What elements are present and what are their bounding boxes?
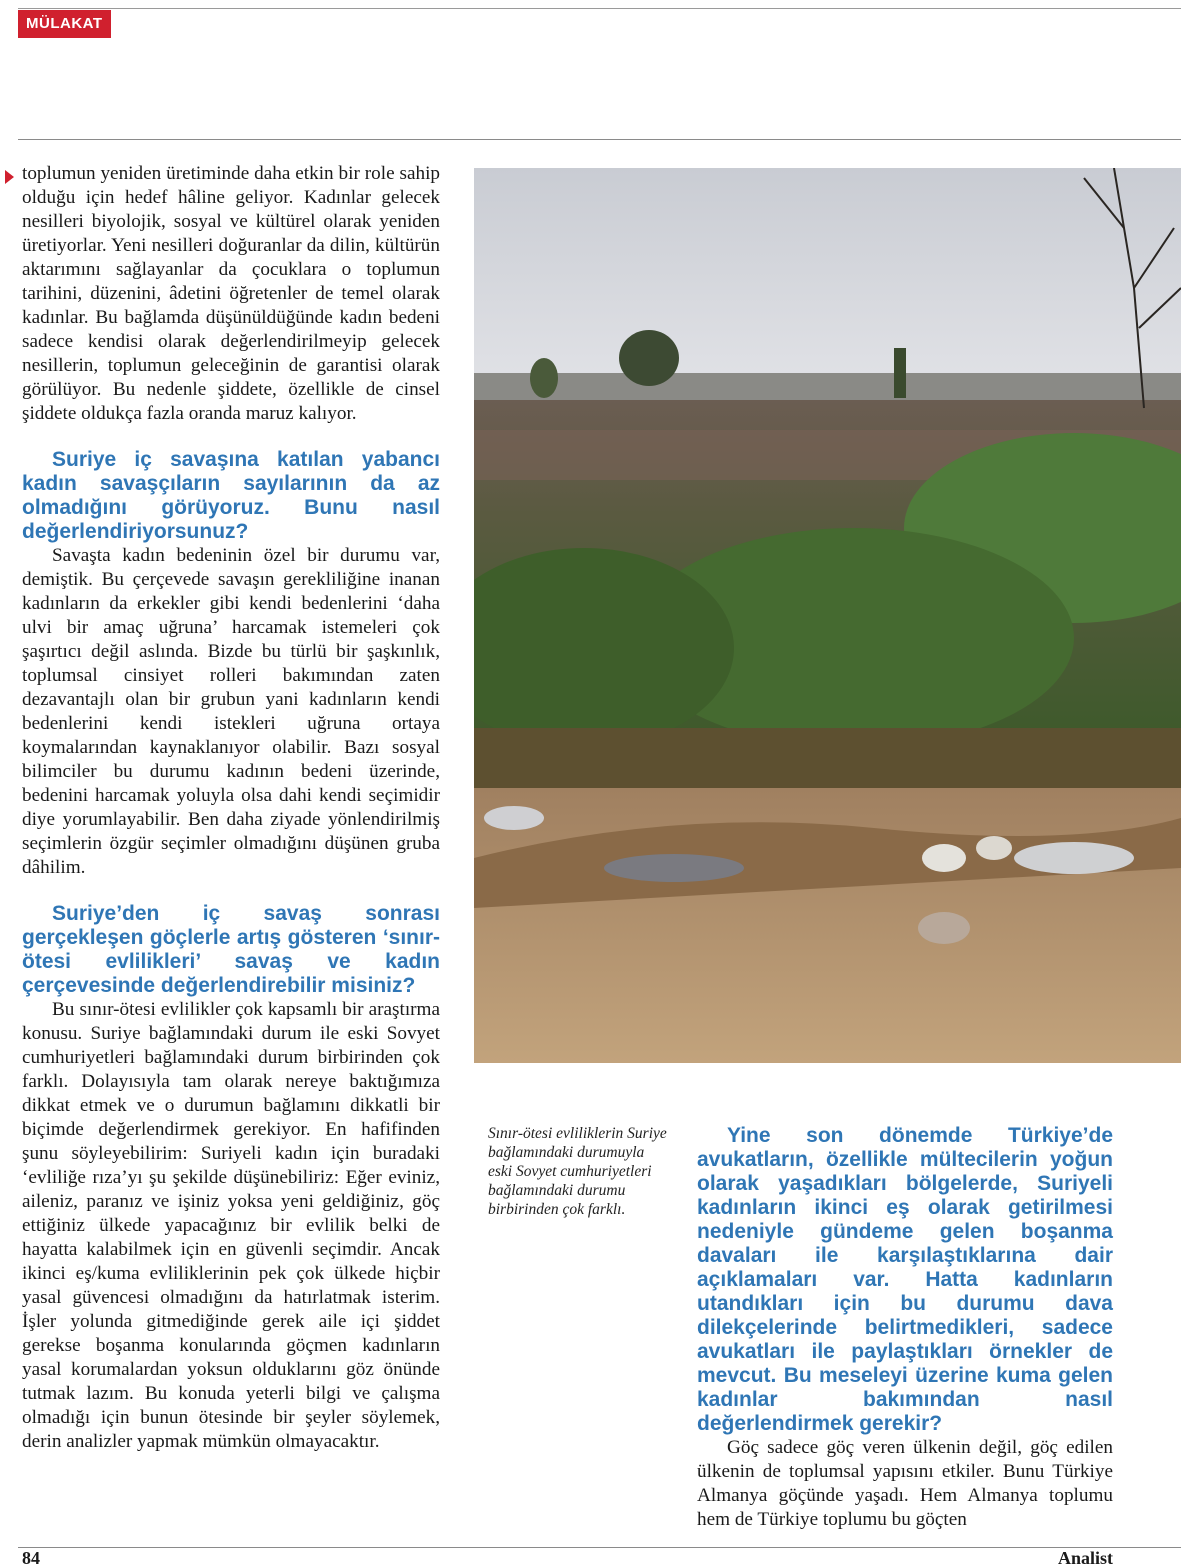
interview-question-1: Suriye iç savaşına katılan yabancı kadın savaşçıların sayılarının da az olmadığını görüyoruz. Bunu nasıl değerlendiriyorsunuz? bbox=[22, 448, 440, 543]
landscape-photo bbox=[474, 168, 1181, 1063]
photo-caption: Sınır-ötesi evliliklerin Suriye bağlamındaki durumuyla eski Sovyet cumhuriyetleri bağlamındaki durumu birbirinden çok farklı. bbox=[488, 1125, 667, 1218]
interview-question-2: Suriye’den iç savaş sonrası gerçekleşen göçlerle artış gösteren ‘sınır-ötesi evlilikleri’ savaş ve kadın çerçevesinde değerlendirebilir misiniz? bbox=[22, 902, 440, 997]
right-column bbox=[697, 1124, 1113, 1532]
continuation-arrow-icon bbox=[5, 170, 14, 184]
section-tag: MÜLAKAT bbox=[18, 10, 111, 38]
interview-question-3: Yine son dönemde Türkiye’de avukatların, özellikle mültecilerin yoğun olarak yaşadıkları bölgelerde, Suriyeli kadınların ikinci eş olarak getirilmesi nedeniyle gündeme gelen boşanma davaları ile karşılaştıklarına dair açıklamaları var. Hatta kadınların utandıkları için bu durumu dava dilekçelerinde belirtmedikleri, sadece avukatları ile paylaştıkları örnekler de mevcut. Bu meseleyi üzerine kuma gelen kadınlar bakımından nasıl değerlendirmek gerekir? bbox=[697, 1124, 1113, 1435]
interview-answer-3: Göç sadece göç veren ülkenin değil, göç edilen ülkenin de toplumsal yapısını etkiler. Bunu Türkiye Almanya göçünde yaşadı. Hem Almanya toplumu hem de Türkiye toplumu bu göçten bbox=[697, 1437, 1113, 1530]
header-divider bbox=[18, 139, 1181, 140]
footer-divider bbox=[18, 1547, 1181, 1548]
magazine-name: Analist bbox=[1057, 1548, 1113, 1568]
interview-answer-1: Savaşta kadın bedeninin özel bir durumu var, demiştik. Bu çerçevede savaşın gerekliliğine inanan kadınların da erkekler gibi kendi bedenlerini ‘daha ulvi bir amaç uğruna’ harcamak istemeleri çok şaşırtıcı değil aslında. Bizde bu türlü bir şaşkınlık, toplumsal cinsiyet rolleri bakımından zaten dezavantajlı olan bir grubun yani kadınların kendi bedenlerini kendi istekleri uğruna ortaya koymalarından kaynaklanıyor olabilir. Bazı sosyal bilimciler bu durumu kadının bedeni üzerinde, bedenini harcamak yoluyla olsa dahi kendi seçimidir diye yorumlayabilir. Ben daha ziyade yönlendirilmiş seçimlerin özgür seçimler olmadığını düşünen gruba dâhilim. bbox=[22, 545, 440, 878]
left-column bbox=[22, 162, 440, 1454]
top-rule bbox=[18, 8, 1181, 9]
interview-answer-2: Bu sınır-ötesi evlilikler çok kapsamlı bir araştırma konusu. Suriye bağlamındaki durum ile eski Sovyet cumhuriyetleri bağlamındaki durum birbirinden çok farklı. Dolayısıyla tam olarak nereye baktığımıza dikkat etmek ve o durumun bağlamını dikkatli bir biçimde değerlendirmek gerekiyor. En hafifinden şunu söyleyebilirim: Suriyeli kadın için buradaki ‘evliliğe rıza’yı şu şekilde düşünebiliriz: Eğer eviniz, aileniz, paranız ve işiniz yoksa yeni geldiğiniz, göç ettiğiniz ülkede yapacağınız bir evlilik belki de hayatta kalabilmek için en güvenli seçimdir. Ancak ikinci eş/kuma evliliklerinin pek çok ülkede hiçbir yasal güvencesi olmadığını da hatırlatmak isterim. İşler yolunda gitmediğinde gerek aile içi şiddet gerekse boşanma konularında göçmen kadınların yasal korumalardan yoksun olduklarını göz önünde tutmak lazım. Bu konuda yeterli bilgi ve çalışma olmadığı için bunun ötesinde bir şeyler söylemek, derin analizler yapmak mümkün olmayacaktır. bbox=[22, 999, 440, 1452]
paragraph-continued: toplumun yeniden üretiminde daha etkin bir role sahip olduğu için hedef hâline geliyor. Kadınlar gelecek nesilleri biyolojik, sosyal ve kültürel olarak yeniden üretiyorlar. Yeni nesilleri doğuranlar da dilin, kültürün aktarımını sağlayanlar da çocuklara o toplumun tarihini, düzenini, âdetini öğretenler de temel olarak kadınlar. Bu bağlamda düşünüldüğünde kadın bedeni sadece kendisi olarak değerlendirilmeyip gelecek nesillerin, toplumun geleceğinin de garantisi olarak görülüyor. Bu nedenle şiddete, özellikle de cinsel şiddete oldukça fazla oranda maruz kalıyor. bbox=[22, 163, 440, 424]
page-number: 84 bbox=[22, 1548, 40, 1568]
